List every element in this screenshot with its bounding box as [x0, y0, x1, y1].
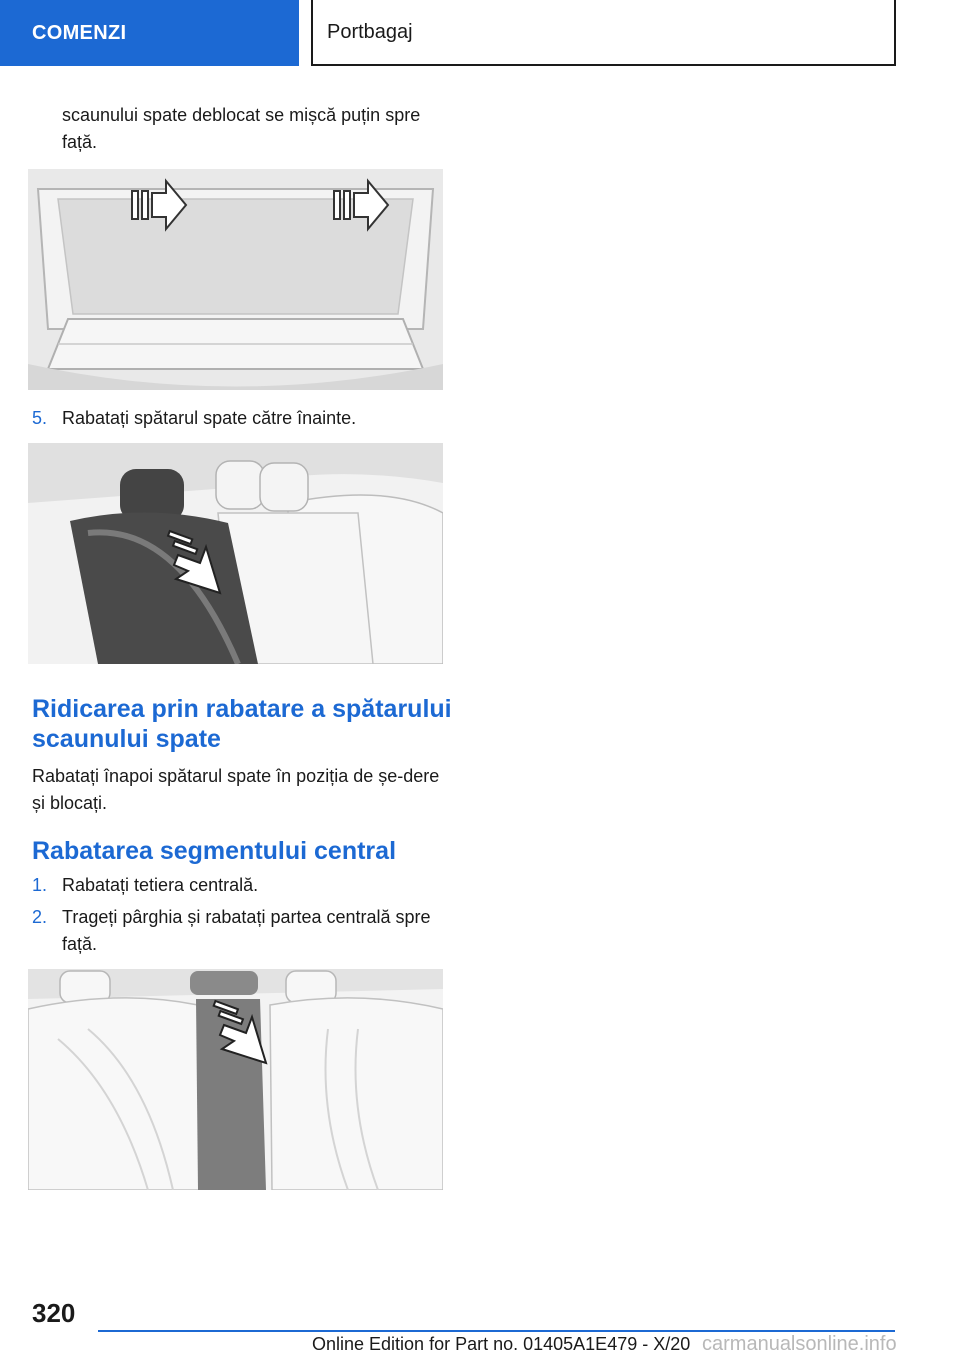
step-5-number: 5. — [32, 408, 48, 428]
edition-note: Online Edition for Part no. 01405A1E479 - X/20 — [312, 1334, 691, 1354]
heading-raise-backrest: Ridicarea prin rabatare a spătarului scaunului spate — [32, 695, 452, 753]
step-2 — [32, 904, 452, 958]
step-5-text: Rabatați spătarul spate către înainte. — [62, 408, 357, 428]
heading-center-segment: Rabatarea segmentului central — [32, 837, 397, 865]
footer-divider — [98, 1330, 895, 1332]
section-title: Portbagaj — [327, 20, 413, 43]
paragraph-raise-backrest: Rabatați înapoi spătarul spate în poziția de șe-dere și blocați. — [32, 766, 440, 813]
step-1-text: Rabatați tetiera centrală. — [62, 875, 259, 895]
watermark: carmanualsonline.info — [702, 1333, 897, 1355]
step-1 — [32, 872, 452, 899]
trunk-release-illustration — [28, 169, 443, 390]
step-1-number: 1. — [32, 875, 48, 895]
intro-paragraph: scaunului spate deblocat se mișcă puțin spre față. — [62, 105, 421, 152]
center-segment-fold-illustration — [28, 969, 443, 1190]
chapter-title: COMENZI — [32, 21, 127, 44]
rear-seat-fold-illustration — [28, 443, 443, 664]
step-2-text: Trageți pârghia și rabatați partea centrală spre față. — [62, 907, 431, 954]
section-header — [311, 0, 896, 66]
step-2-number: 2. — [32, 907, 48, 927]
chapter-tab — [0, 0, 299, 66]
page-number: 320 — [32, 1298, 76, 1328]
step-5 — [32, 405, 452, 432]
